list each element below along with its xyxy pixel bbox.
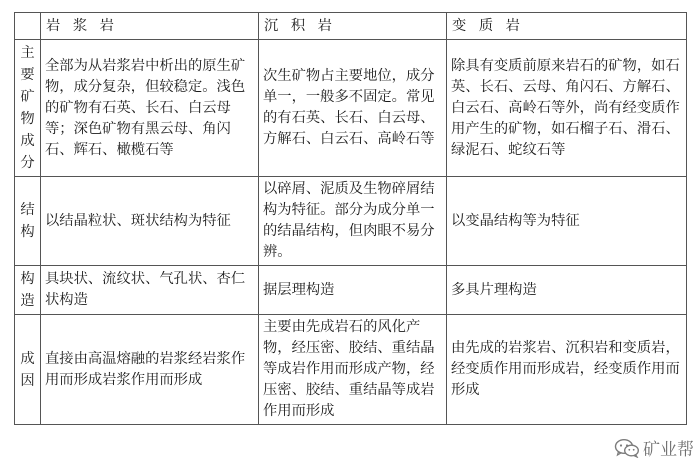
row-label-cell [15,40,41,177]
cell-metamorphic-structure: 以变晶结构等为特征 [447,177,687,266]
header-igneous-rock: 岩 浆 岩 [41,13,259,40]
wechat-icon [614,438,640,458]
cell-igneous-structure: 以结晶粒状、斑状结构为特征 [41,177,259,266]
table-row-structure [15,177,687,266]
cell-sedimentary-structure: 以碎屑、泥质及生物碎屑结构为特征。部分为成分单一的结晶结构，但肉眼不易分辨。 [259,177,447,266]
table-row-construction [15,266,687,315]
cell-igneous-origin: 直接由高温熔融的岩浆经岩浆作用而形成岩浆作用而形成 [41,315,259,425]
row-label-mineral-composition: 主要矿物成分 [20,45,35,171]
cell-igneous-minerals: 全部为从岩浆岩中析出的原生矿物，成分复杂，但较稳定。浅色的矿物有石英、长石、白云母等；深色矿物有黑云母、角闪石、辉石、橄榄石等 [41,40,259,177]
row-label-origin: 成因 [20,350,35,389]
watermark-text: 矿业帮 [643,440,694,460]
table-header-row [15,13,687,40]
row-label-cell [15,266,41,315]
cell-igneous-construction: 具块状、流纹状、气孔状、杏仁状构造 [41,266,259,315]
header-metamorphic-rock: 变 质 岩 [447,13,687,40]
table-row-mineral-composition [15,40,687,177]
row-label-structure: 结构 [20,202,35,240]
watermark [614,435,694,460]
cell-sedimentary-construction: 据层理构造 [259,266,447,315]
row-label-cell [15,177,41,266]
rock-comparison-table [14,12,687,425]
row-label-cell [15,315,41,425]
cell-metamorphic-construction: 多具片理构造 [447,266,687,315]
cell-metamorphic-origin: 由先成的岩浆岩、沉积岩和变质岩，经变质作用而形成岩，经变质作用而形成 [447,315,687,425]
header-corner-cell [15,13,41,40]
row-label-construction: 构造 [20,271,35,309]
cell-sedimentary-minerals: 次生矿物占主要地位，成分单一，一般多不固定。常见的有石英、长石、白云母、方解石、白云石、高岭石等 [259,40,447,177]
cell-metamorphic-minerals: 除具有变质前原来岩石的矿物，如石英、长石、云母、角闪石、方解石、白云石、高岭石等外，尚有经变质作用产生的矿物，如石榴子石、滑石、绿泥石、蛇纹石等 [447,40,687,177]
header-sedimentary-rock: 沉 积 岩 [259,13,447,40]
table-row-origin [15,315,687,425]
cell-sedimentary-origin: 主要由先成岩石的风化产物，经压密、胶结、重结晶等成岩作用而形成产物，经压密、胶结、重结晶等成岩作用而形成 [259,315,447,425]
